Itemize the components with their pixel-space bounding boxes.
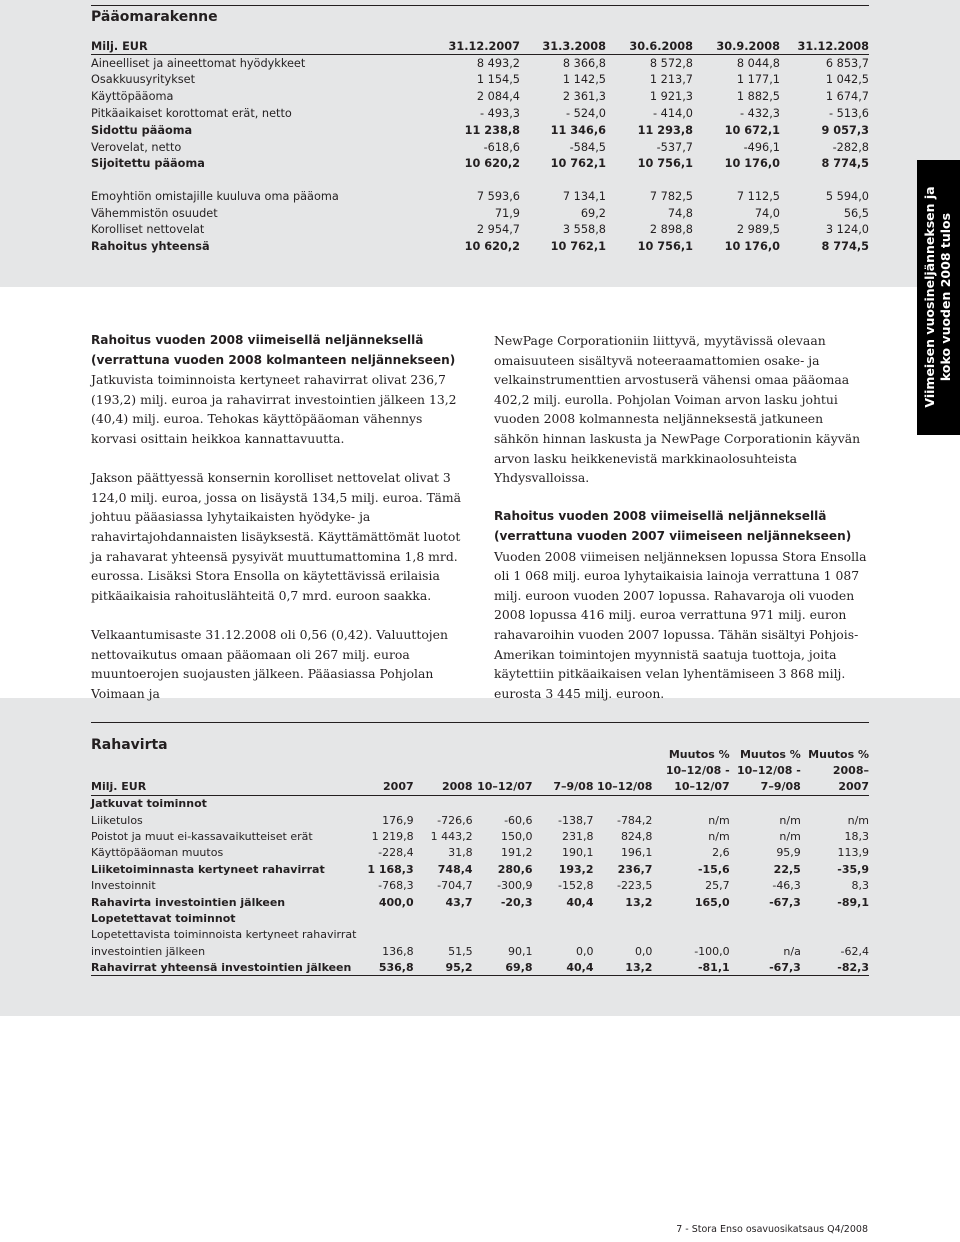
row-value: -152,8: [558, 879, 594, 893]
row-value: 10 672,1: [724, 123, 780, 137]
row-label: Käyttöpääoman muutos: [91, 846, 224, 860]
row-value: [533, 910, 594, 926]
right-paragraph-1: NewPage Corporationiin liittyvä, myytävissä olevaan omaisuuteen sisältyvä noteeraamattomien osake- ja velkainstrumenttien arvostuserä vähensi omaa pääomaa 402,2 milj. eurolla. Pohjolan Voiman arvon lasku johtui vuoden 2008 kolmannesta neljänneksestä jatkuneen sähkön hinnan laskusta ja NewPage Corporationin käyvän arvon lasku heikkenevistä markkinaolosuhteista Yhdysvalloissa.: [494, 333, 861, 486]
row-value: - 432,3: [739, 107, 780, 121]
right-heading-1: Rahoitus vuoden 2008 viimeisellä neljänneksellä: [494, 509, 827, 524]
row-label: Vähemmistön osuudet: [91, 206, 218, 220]
row-value: -618,6: [483, 140, 520, 154]
row-value: 2,6: [712, 846, 730, 860]
cash-flow-table: [91, 747, 869, 976]
side-section-tab: [917, 160, 960, 435]
row-value: 51,5: [448, 944, 473, 958]
table-row: [91, 88, 869, 105]
row-value: 22,5: [773, 862, 801, 876]
row-value: -726,6: [437, 813, 473, 827]
row-value: -768,3: [378, 879, 414, 893]
capital-structure-table: [91, 38, 869, 172]
row-value: [473, 927, 533, 943]
row-value: [730, 796, 801, 812]
row-label: Pitkäaikaiset korottomat erät, netto: [91, 107, 292, 121]
table-row: [91, 943, 869, 959]
row-value: 536,8: [361, 959, 414, 975]
row-value: 196,1: [620, 846, 653, 860]
row-value: [652, 910, 729, 926]
row-label: Aineelliset ja aineettomat hyödykkeet: [91, 56, 306, 70]
row-value: 95,9: [776, 846, 801, 860]
header-line: Muutos %: [739, 748, 801, 761]
row-value: -20,3: [500, 895, 533, 909]
row-value: 8 044,8: [736, 56, 780, 70]
row-value: 8 572,8: [649, 56, 693, 70]
left-heading-2: (verrattuna vuoden 2008 kolmanteen neljännekseen): [91, 352, 456, 367]
row-label: Verovelat, netto: [91, 140, 182, 154]
row-value: 7 134,1: [562, 189, 606, 203]
text-column-right: [494, 331, 870, 723]
row-value: -223,5: [616, 879, 653, 893]
row-value: -228,4: [378, 846, 414, 860]
row-value: -704,7: [437, 879, 473, 893]
row-value: -300,9: [497, 879, 533, 893]
row-value: 71,9: [494, 206, 520, 220]
row-value: 11 346,6: [550, 123, 606, 137]
financing-table: [91, 188, 869, 255]
header-period: 2007: [361, 747, 414, 796]
right-paragraph-2: Vuoden 2008 viimeisen neljänneksen lopussa Stora Ensolla oli 1 068 milj. euroa lyhytaikaisia lainoja verrattuna 1 087 milj. euroon vuoden 2007 lopussa. Rahavaroja oli vuoden 2008 lopussa 416 milj. euroa verrattuna 971 milj. euron rahavaroihin vuoden 2007 lopussa. Tähän sisältyi Pohjois-Amerikan toimintojen myynnistä saatuja tuottoja, joita käytettiin pitkäaikaisen velan lyhentämiseen 3 868 milj. eurosta 3 445 milj. euroon.: [494, 548, 867, 701]
row-value: [533, 927, 594, 943]
row-value: 40,4: [533, 959, 594, 975]
table-row: [91, 105, 869, 122]
row-value: 136,8: [382, 944, 414, 958]
row-value: 2 084,4: [476, 90, 520, 104]
left-paragraph-2: Jakson päättyessä konsernin korolliset nettovelat olivat 3 124,0 milj. euroa, jossa on lisäystä 134,5 milj. euroa. Tämä johtuu pääasiassa lyhytaikaisten hyödyke- ja rahavirtajohdannaisten lisäyksestä. Käyttämättömät luotot ja rahavarat yhteensä pysyivät muuttumattomina 1,8 mrd. eurossa. Lisäksi Stora Ensolla on käytettävissä erilaisia pitkäaikaisia rahoituslähteitä 0,7 mrd. euroon saakka.: [91, 470, 462, 603]
row-value: 1 443,2: [430, 829, 473, 843]
row-value: 74,8: [667, 206, 693, 220]
table-row: [91, 205, 869, 222]
row-value: [730, 910, 801, 926]
row-value: 176,9: [382, 813, 414, 827]
row-label: Rahavirta investointien jälkeen: [91, 895, 286, 909]
row-value: 400,0: [378, 895, 414, 909]
row-value: -584,5: [569, 140, 606, 154]
row-value: [361, 796, 414, 812]
row-value: -282,8: [832, 140, 869, 154]
table-row: [91, 139, 869, 156]
row-label: Liiketoiminnasta kertyneet rahavirrat: [91, 862, 325, 876]
row-value: 11 238,8: [464, 123, 520, 137]
header-unit-label: Milj. EUR: [91, 747, 361, 796]
table-row: [91, 877, 869, 893]
row-value: [594, 910, 653, 926]
row-value: 748,4: [437, 862, 473, 876]
row-value: [473, 910, 533, 926]
row-value: n/m: [847, 813, 869, 827]
row-value: n/m: [779, 829, 801, 843]
row-value: 1 177,1: [736, 73, 780, 87]
row-value: 11 293,8: [637, 123, 693, 137]
table-row: [91, 828, 869, 844]
table-header-row: [91, 38, 869, 55]
row-value: 8 366,8: [562, 56, 606, 70]
row-value: - 493,3: [479, 107, 520, 121]
row-value: 10 176,0: [724, 240, 780, 254]
table-row: [91, 845, 869, 861]
row-value: 193,2: [558, 862, 594, 876]
table-row: [91, 156, 869, 173]
row-label: Sijoitettu pääoma: [91, 157, 205, 171]
row-value: 231,8: [562, 829, 594, 843]
header-period: 10–12/07: [473, 747, 533, 796]
row-value: -89,1: [837, 895, 869, 909]
row-value: - 524,0: [565, 107, 606, 121]
row-value: 191,2: [501, 846, 533, 860]
table-row: [91, 861, 869, 877]
row-value: 74,0: [754, 206, 780, 220]
row-value: 5 594,0: [825, 189, 869, 203]
row-value: 1 219,8: [371, 829, 414, 843]
table-row: [91, 812, 869, 828]
row-value: 2 361,3: [562, 90, 606, 104]
row-value: 280,6: [497, 862, 533, 876]
side-tab-line-1: Viimeisen vuosineljänneksen ja: [922, 186, 937, 408]
header-change-percent: [801, 747, 869, 796]
header-period: 7–9/08: [533, 747, 594, 796]
row-value: 2 954,7: [476, 223, 520, 237]
row-value: 69,2: [580, 206, 606, 220]
table-row: [91, 55, 869, 72]
row-label: Emoyhtiön omistajille kuuluva oma pääoma: [91, 189, 339, 203]
row-value: 7 112,5: [736, 189, 780, 203]
row-value: 18,3: [844, 829, 869, 843]
table-row: [91, 927, 869, 943]
header-date: 30.6.2008: [606, 38, 693, 55]
row-value: 10 620,2: [464, 157, 520, 171]
row-value: [594, 927, 653, 943]
header-line: Muutos %: [668, 748, 730, 761]
row-value: 190,1: [562, 846, 594, 860]
row-value: 1 142,5: [562, 73, 606, 87]
row-label: Investoinnit: [91, 879, 156, 893]
row-value: -35,9: [837, 862, 869, 876]
row-value: [361, 927, 414, 943]
row-value: n/m: [708, 829, 730, 843]
row-value: -496,1: [743, 140, 780, 154]
row-value: [652, 796, 729, 812]
row-value: 31,8: [448, 846, 473, 860]
row-value: 56,5: [843, 206, 869, 220]
header-date: 30.9.2008: [693, 38, 780, 55]
row-value: 43,7: [445, 895, 473, 909]
left-paragraph-1: Jatkuvista toiminnoista kertyneet rahavirrat olivat 236,7 (193,2) milj. euroa ja rahavirrat investointien jälkeen 13,2 (40,4) milj. euroa. Tehokas käyttöpääoman vähennys korvasi osittain heikkoa kannattavuutta.: [91, 372, 457, 446]
row-label: Jatkuvat toiminnot: [91, 797, 207, 811]
row-value: 0,0: [634, 944, 653, 958]
row-value: [414, 796, 473, 812]
page-footer: 7 - Stora Enso osavuosikatsaus Q4/2008: [676, 1224, 868, 1235]
row-value: -15,6: [697, 862, 730, 876]
header-line: 2007: [838, 780, 869, 793]
row-value: 824,8: [620, 829, 653, 843]
row-value: [652, 927, 729, 943]
row-value: 40,4: [566, 895, 594, 909]
row-value: 9 057,3: [821, 123, 869, 137]
row-value: 7 593,6: [476, 189, 520, 203]
row-label: Lopetettavat toiminnot: [91, 911, 236, 925]
row-value: [473, 796, 533, 812]
header-date: 31.3.2008: [520, 38, 606, 55]
row-value: 2 898,8: [649, 223, 693, 237]
row-value: [801, 910, 869, 926]
row-label: Liiketulos: [91, 813, 143, 827]
row-label: Rahavirrat yhteensä investointien jälkeen: [91, 959, 361, 975]
row-value: - 513,6: [828, 107, 869, 121]
row-value: -81,1: [652, 959, 729, 975]
table-row: [91, 122, 869, 139]
row-value: -46,3: [772, 879, 801, 893]
row-value: [730, 927, 801, 943]
side-tab-line-2: koko vuoden 2008 tulos: [938, 212, 953, 382]
row-value: 10 762,1: [550, 240, 606, 254]
table-header-row: [91, 747, 869, 796]
row-label: Korolliset nettovelat: [91, 223, 205, 237]
row-value: 8 774,5: [821, 157, 869, 171]
row-label: investointien jälkeen: [91, 944, 206, 958]
row-label: Käyttöpääoma: [91, 90, 174, 104]
header-period: 10–12/08: [594, 747, 653, 796]
row-value: 10 756,1: [637, 240, 693, 254]
header-line: 10–12/08 -: [665, 764, 730, 777]
row-value: 10 620,2: [464, 240, 520, 254]
row-label: Osakkuusyritykset: [91, 73, 196, 87]
row-value: 236,7: [617, 862, 653, 876]
header-line: 7–9/08: [760, 780, 801, 793]
row-value: [533, 796, 594, 812]
row-value: 7 782,5: [649, 189, 693, 203]
header-line: Muutos %: [808, 748, 869, 761]
row-value: - 414,0: [652, 107, 693, 121]
row-value: 0,0: [576, 944, 594, 958]
row-label: Poistot ja muut ei-kassavaikutteiset erät: [91, 829, 313, 843]
header-change-percent: [730, 747, 801, 796]
row-value: 8,3: [851, 879, 869, 893]
header-line: 2008–: [832, 764, 869, 777]
row-value: [414, 927, 473, 943]
header-line: 10–12/07: [674, 780, 730, 793]
table-row: [91, 894, 869, 910]
header-period: 2008: [414, 747, 473, 796]
row-value: 165,0: [694, 895, 730, 909]
row-value: -67,3: [730, 959, 801, 975]
header-date: 31.12.2008: [780, 38, 869, 55]
row-value: -67,3: [769, 895, 801, 909]
row-value: 8 493,2: [476, 56, 520, 70]
right-heading-2: (verrattuna vuoden 2007 viimeiseen neljännekseen): [494, 528, 852, 543]
top-rule: [91, 5, 869, 6]
row-value: -62,4: [840, 944, 869, 958]
row-label: Sidottu pääoma: [91, 123, 193, 137]
row-value: -100,0: [694, 944, 730, 958]
row-value: 10 756,1: [637, 157, 693, 171]
table-row: [91, 188, 869, 205]
row-value: 6 853,7: [825, 56, 869, 70]
row-value: -82,3: [801, 959, 869, 975]
row-label: Rahoitus yhteensä: [91, 240, 210, 254]
row-value: 3 558,8: [562, 223, 606, 237]
header-change-percent: [652, 747, 729, 796]
row-value: 10 176,0: [724, 157, 780, 171]
left-paragraph-3: Velkaantumisaste 31.12.2008 oli 0,56 (0,42). Valuuttojen nettovaikutus omaan pääomaan oli 267 milj. euroa muuntoerojen suojausten jälkeen. Pääasiassa Pohjolan Voimaan ja: [91, 626, 448, 701]
row-value: 1 042,5: [825, 73, 869, 87]
row-value: 25,7: [705, 879, 730, 893]
row-value: [801, 927, 869, 943]
table-row: [91, 910, 869, 926]
row-value: 2 989,5: [736, 223, 780, 237]
capital-structure-title: Pääomarakenne: [91, 9, 218, 25]
table-row: [91, 796, 869, 812]
row-value: 150,0: [501, 829, 533, 843]
header-date: 31.12.2007: [434, 38, 520, 55]
row-value: 3 124,0: [825, 223, 869, 237]
table-row: [91, 959, 869, 975]
row-value: 113,9: [837, 846, 869, 860]
row-value: [361, 910, 414, 926]
row-value: [801, 796, 869, 812]
table-row: [91, 72, 869, 89]
row-value: n/m: [779, 813, 801, 827]
table-row: [91, 222, 869, 239]
row-value: 90,1: [508, 944, 533, 958]
row-value: 1 168,3: [367, 862, 414, 876]
row-value: 95,2: [414, 959, 473, 975]
row-value: 1 154,5: [476, 73, 520, 87]
header-line: 10–12/08 -: [736, 764, 801, 777]
row-value: 1 674,7: [825, 90, 869, 104]
row-value: -138,7: [558, 813, 594, 827]
cash-flow-top-rule: [91, 722, 869, 723]
row-value: [594, 796, 653, 812]
row-value: -60,6: [504, 813, 533, 827]
row-value: [414, 910, 473, 926]
header-unit-label: Milj. EUR: [91, 38, 434, 55]
row-value: n/m: [708, 813, 730, 827]
row-value: 1 882,5: [736, 90, 780, 104]
row-value: 1 213,7: [649, 73, 693, 87]
row-value: n/a: [783, 944, 801, 958]
row-label: Lopetettavista toiminnoista kertyneet rahavirrat: [91, 928, 357, 942]
text-column-left: [91, 331, 466, 723]
row-value: 8 774,5: [821, 240, 869, 254]
row-value: 69,8: [473, 959, 533, 975]
row-value: 10 762,1: [550, 157, 606, 171]
row-value: -784,2: [616, 813, 653, 827]
row-value: 13,2: [594, 959, 653, 975]
left-heading-1: Rahoitus vuoden 2008 viimeisellä neljänneksellä: [91, 333, 424, 347]
row-value: -537,7: [656, 140, 693, 154]
row-value: 1 921,3: [649, 90, 693, 104]
row-value: 13,2: [625, 895, 653, 909]
table-row: [91, 238, 869, 255]
cash-flow-title: Rahavirta: [91, 737, 168, 753]
